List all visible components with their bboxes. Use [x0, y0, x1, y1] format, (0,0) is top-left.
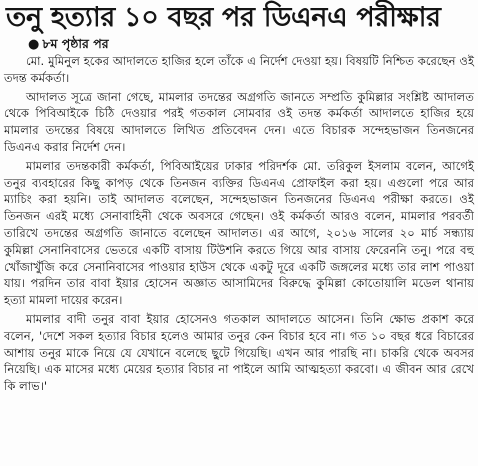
article-body	[4, 53, 474, 397]
article-headline: তনু হত্যার ১০ বছর পর ডিএনএ পরীক্ষার	[6, 2, 441, 33]
article-paragraph-4: মামলার বাদী তনুর বাবা ইয়ার হোসেনও গতকাল আদালতে আসেন। তিনি ক্ষোভ প্রকাশ করে বলেন, 'দেশে সকল হত্যার বিচার হলেও আমার তনুর কেন বিচার হবে না। গত ১০ বছর ধরে বিচারের আশায় তনুর মাকে নিয়ে যে যেখানে বলেছে ছুটে গিয়েছি। এখন আর পারছি না। চাকরি থেকে অবসর নিয়েছি। এক মাসের মধ্যে মেয়ের হত্যার বিচার না পাইলে আমি আত্মহত্যা করবো। এ জীবন আর রেখে কি লাভ।'	[4, 311, 474, 394]
article-paragraph-1: মো. মুমিনুল হকের আদালতে হাজির হলে তাঁকে এ নির্দেশ দেওয়া হয়। বিষয়টি নিশ্চিত করেছেন ওই তদন্ত কর্মকর্তা।	[4, 54, 474, 85]
article-paragraph-3: মামলার তদন্তকারী কর্মকর্তা, পিবিআইয়ের ঢাকার পরিদর্শক মো. তরিকুল ইসলাম বলেন, আগেই তনুর ব্যবহারের কিছু কাপড় থেকে তিনজন ব্যক্তির ডিএনএ প্রোফাইল করা হয়। এগুলো পরে আর ম্যাচিং করা হয়নি। তাই আদালত বলেছেন, সন্দেহভাজন তিনজনের ডিএনএ পরীক্ষা করতে। ওই তিনজন এরই মধ্যে সেনাবাহিনী থেকে অবসরে গেছেন। ওই কর্মকর্তা আরও বলেন, মামলার পরবর্তী তারিখে তদন্তের অগ্রগতি জানাতে বলেছেন আদালত। এর আগে, ২০১৬ সালের ২০ মার্চ সন্ধ্যায় কুমিল্লা সেনানিবাসের ভেতরে একটি বাসায় টিউশনি করতে গিয়ে আর বাসায় ফেরেননি তনু। পরে বহু খোঁজাখুঁজি করে সেনানিবাসের পাওয়ার হাউস থেকে একটু দূরে একটি জঙ্গলের মধ্যে তার লাশ পাওয়া যায়। পরদিন তার বাবা ইয়ার হোসেন অজ্ঞাত আসামিদের বিরুদ্ধে কুমিল্লা কোতোয়ালি মডেল থানায় হত্যা মামলা দায়ের করেন।	[4, 158, 474, 308]
article-paragraph-2: আদালত সূত্রে জানা গেছে, মামলার তদন্তের অগ্রগতি জানতে সম্প্রতি কুমিল্লার সংশ্লিষ্ট আদালত থেকে পিবিআইকে চিঠি দেওয়ার পরই গতকাল সোমবার ওই তদন্ত কর্মকর্তা আদালতে হাজির হয়ে মামলার তদন্তের বিষয়ে আদালতে লিখিত প্রতিবেদন দেন। এতে বিচারক সন্দেহভাজন তিনজনের ডিএনএ করার নির্দেশ দেন।	[4, 89, 474, 154]
continued-from-label: ৮ম পৃষ্ঠার পর	[42, 36, 109, 51]
continued-from-line	[28, 36, 109, 53]
bullet-icon: ●	[28, 37, 40, 52]
